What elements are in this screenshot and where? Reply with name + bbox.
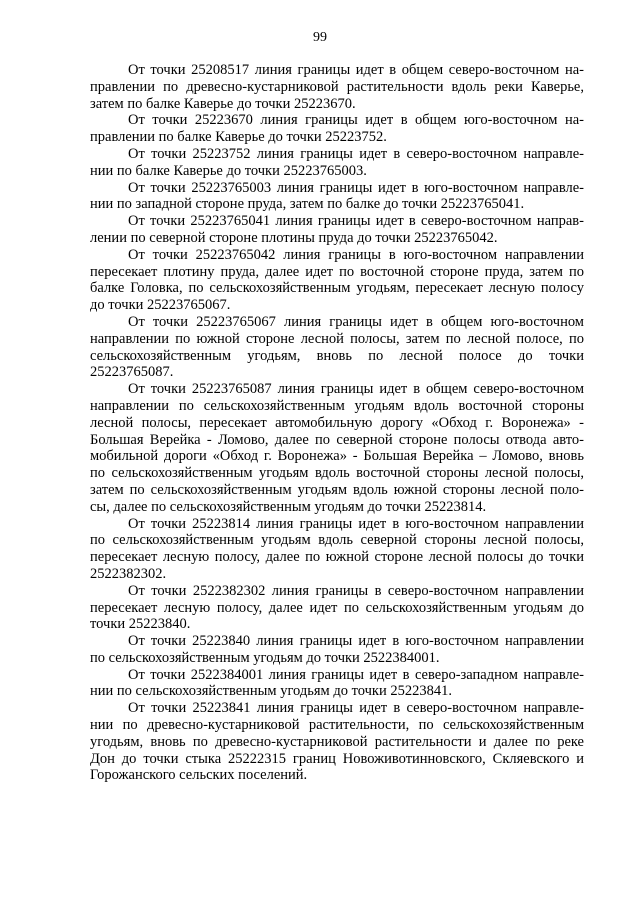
paragraph-line: лесной полосы, пересекает автомобильную дорогу «Обход г. Воронежа» - <box>90 414 584 431</box>
paragraph-line: От точки 2522384001 линия границы идет в северо-западном направле- <box>128 666 584 683</box>
paragraph-8 <box>90 381 584 515</box>
paragraph-12 <box>90 667 584 701</box>
paragraph-line: пересекает лесную полосу, далее по южной стороне лесной полосы до точки <box>90 549 584 566</box>
paragraph-line: От точки 25223670 линия границы идет в общем юго-восточном на- <box>128 112 584 129</box>
paragraph-line: точки 25223840. <box>90 616 191 633</box>
paragraph-line: От точки 25223765042 линия границы в юго-восточном направлении <box>128 246 584 263</box>
paragraph-5 <box>90 213 584 247</box>
paragraph-line: От точки 2522382302 линия границы в северо-восточном направлении <box>128 582 584 599</box>
paragraph-line: Горожанского сельских поселений. <box>90 767 308 784</box>
paragraph-line: по сельскохозяйственным угодьям вдоль восточной стороны лесной полосы, <box>90 465 584 482</box>
paragraph-line: правлении по древесно-кустарниковой растительности вдоль реки Каверье, <box>90 78 584 95</box>
paragraph-line: мобильной дороги «Обход г. Воронежа» - Большая Верейка – Ломово, вновь <box>90 448 584 465</box>
paragraph-line: балке Головка, по сельскохозяйственным угодьям, пересекает лесную полосу <box>90 280 584 297</box>
paragraph-line: направлении по южной стороне лесной полосы, затем по лесной полосе, по <box>90 330 584 347</box>
paragraph-7 <box>90 314 584 381</box>
paragraph-line: пересекает лесную полосу, далее идет по сельскохозяйственным угодьям до <box>90 599 584 616</box>
document-body <box>90 62 584 784</box>
paragraph-line: От точки 25223840 линия границы идет в юго-восточном направлении <box>128 633 584 650</box>
paragraph-line: правлении по балке Каверье до точки 25223752. <box>90 129 387 146</box>
paragraph-line: затем по балке Каверье до точки 25223670. <box>90 95 356 112</box>
paragraph-line: От точки 25223765087 линия границы идет в общем северо-восточном <box>128 381 584 398</box>
paragraph-11 <box>90 633 584 667</box>
paragraph-line: затем по сельскохозяйственным угодьям вдоль южной стороны лесной поло- <box>90 481 584 498</box>
paragraph-4 <box>90 180 584 214</box>
paragraph-line: 25223765087. <box>90 364 174 381</box>
paragraph-line: Дон до точки стыка 25222315 границ Новоживотинновского, Скляевского и <box>90 750 584 767</box>
paragraph-line: по сельскохозяйственным угодьям до точки 2522384001. <box>90 649 440 666</box>
paragraph-line: по сельскохозяйственным угодьям вдоль северной стороны лесной полосы, <box>90 532 584 549</box>
paragraph-line: сы, далее по сельскохозяйственным угодьям до точки 25223814. <box>90 498 487 515</box>
paragraph-line: нии по западной стороне пруда, затем по балке до точки 25223765041. <box>90 196 525 213</box>
paragraph-3 <box>90 146 584 180</box>
paragraph-line: От точки 25208517 линия границы идет в общем северо-восточном на- <box>128 62 584 78</box>
paragraph-line: нии по балке Каверье до точки 25223765003. <box>90 162 367 179</box>
paragraph-line: 2522382302. <box>90 565 167 582</box>
paragraph-10 <box>90 583 584 633</box>
paragraph-line: От точки 25223752 линия границы идет в северо-восточном направле- <box>128 145 584 162</box>
page-number: 99 <box>313 30 327 45</box>
paragraph-line: пересекает плотину пруда, далее идет по восточной стороне пруда, затем по <box>90 263 584 280</box>
paragraph-line: нии по древесно-кустарниковой растительности, по сельскохозяйственным <box>90 717 584 734</box>
paragraph-1 <box>90 62 584 112</box>
paragraph-line: лении по северной стороне плотины пруда до точки 25223765042. <box>90 229 498 246</box>
paragraph-6 <box>90 247 584 314</box>
paragraph-2 <box>90 112 584 146</box>
paragraph-line: угодьям, вновь по древесно-кустарниковой растительности и далее по реке <box>90 733 584 750</box>
paragraph-line: От точки 25223765041 линия границы идет в северо-восточном направ- <box>128 213 584 230</box>
paragraph-line: От точки 25223841 линия границы идет в северо-восточном направле- <box>128 700 584 717</box>
paragraph-line: сельскохозяйственным угодьям, вновь по лесной полосе до точки <box>90 347 584 364</box>
paragraph-line: От точки 25223765003 линия границы идет в юго-восточном направле- <box>128 179 584 196</box>
paragraph-line: направлении по сельскохозяйственным угодьям вдоль восточной стороны <box>90 397 584 414</box>
paragraph-9 <box>90 516 584 583</box>
paragraph-line: до точки 25223765067. <box>90 297 231 314</box>
paragraph-13 <box>90 700 584 784</box>
paragraph-line: нии по сельскохозяйственным угодьям до точки 25223841. <box>90 683 452 700</box>
paragraph-line: Большая Верейка - Ломово, далее по северной стороне полосы отвода авто- <box>90 431 584 448</box>
paragraph-line: От точки 25223765067 линия границы идет в общем юго-восточном <box>128 313 584 330</box>
paragraph-line: От точки 25223814 линия границы идет в юго-восточном направлении <box>128 515 584 532</box>
